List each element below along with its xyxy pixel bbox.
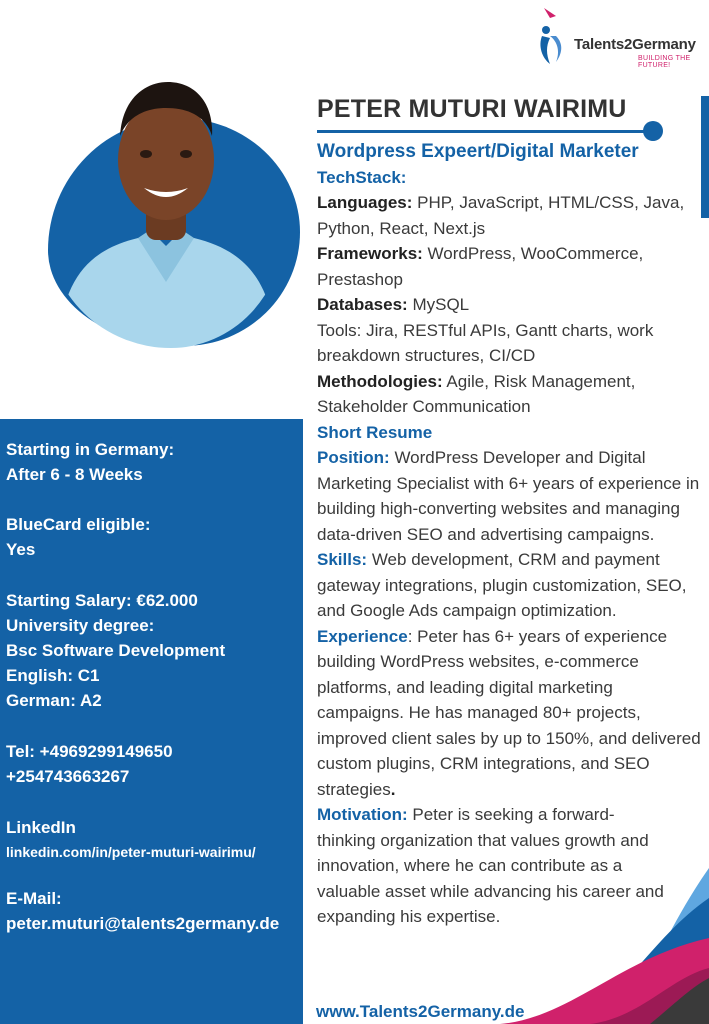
- languages-line: [317, 190, 701, 241]
- databases-label: Databases:: [317, 295, 408, 314]
- qualifications-block: [6, 588, 225, 713]
- decorative-waves: [500, 868, 709, 1024]
- experience-paragraph: [317, 624, 701, 803]
- linkedin-link[interactable]: linkedin.com/in/peter-muturi-wairimu/: [6, 844, 256, 860]
- role-title: Wordpress Expeert/Digital Marketer: [317, 141, 639, 162]
- resume-heading: Short Resume: [317, 422, 433, 442]
- position-value: WordPress Developer and Digital Marketing Specialist with 6+ years of experience in building high-converting websites and managing data-driven SEO and advertising campaigns.: [317, 448, 700, 544]
- databases-line: [317, 292, 701, 318]
- email-label: E-Mail:: [6, 889, 62, 908]
- person-name: PETER MUTURI WAIRIMU: [317, 95, 627, 123]
- logo-figure-icon: [536, 6, 572, 66]
- experience-end: .: [390, 779, 396, 799]
- motivation-value: Peter is seeking a forward-thinking organization that values growth and innovation, where he can contribute as a valuable asset while advancing his career and expanding his expertise.: [317, 805, 664, 926]
- sidebar-panel: [0, 419, 303, 1024]
- german-level: German: A2: [6, 691, 102, 710]
- methodologies-label: Methodologies:: [317, 371, 443, 391]
- bluecard-label: BlueCard eligible:: [6, 515, 151, 534]
- start-label: Starting in Germany:: [6, 440, 175, 459]
- bluecard-block: [6, 512, 151, 562]
- salary-line: Starting Salary: €62.000: [6, 591, 198, 610]
- underline-dot: [643, 121, 663, 141]
- bluecard-value: Yes: [6, 540, 36, 559]
- databases-value: MySQL: [407, 295, 470, 314]
- frameworks-value: WordPress, WooCommerce, Prestashop: [317, 244, 644, 289]
- frameworks-label: Frameworks:: [317, 244, 423, 263]
- skills-value: Web development, CRM and payment gateway integrations, plugin customization, SEO, and Google Ads campaign optimization.: [317, 550, 687, 620]
- skills-paragraph: [317, 547, 701, 624]
- email-link[interactable]: peter.muturi@talents2germany.de: [6, 914, 280, 933]
- website-link[interactable]: www.Talents2Germany.de: [316, 1002, 525, 1021]
- experience-value: : Peter has 6+ years of experience building WordPress websites, e-commerce platforms, and leading digital marketing campaigns. He has managed 80+ projects, improved client sales by up to 150%, and delivered custom plugins, CRM integrations, and SEO strategies: [317, 626, 701, 799]
- motivation-label: Motivation:: [317, 805, 408, 824]
- right-accent-bar: [701, 96, 709, 218]
- frameworks-line: [317, 241, 701, 292]
- position-label: Position:: [317, 448, 390, 467]
- linkedin-label: LinkedIn: [6, 818, 76, 837]
- languages-value: PHP, JavaScript, HTML/CSS, Java, Python, React, Next.js: [317, 193, 685, 238]
- email-block: [6, 886, 298, 936]
- tools-line: Tools: Jira, RESTful APIs, Gantt charts, work breakdown structures, CI/CD: [317, 320, 654, 365]
- techstack-heading: TechStack:: [317, 167, 407, 187]
- person-avatar-icon: [48, 50, 284, 348]
- degree-value: Bsc Software Development: [6, 641, 226, 660]
- phone-secondary[interactable]: +254743663267: [6, 767, 130, 786]
- logo-name: Talents2Germany: [574, 36, 696, 53]
- techstack-section: [317, 139, 701, 930]
- position-paragraph: [317, 445, 701, 547]
- company-logo: [536, 6, 706, 69]
- start-value: After 6 - 8 Weeks: [6, 465, 143, 484]
- skills-label: Skills:: [317, 550, 368, 569]
- start-block: [6, 437, 174, 487]
- languages-label: Languages:: [317, 193, 413, 212]
- profile-photo: [48, 50, 284, 348]
- english-level: English: C1: [6, 666, 100, 685]
- logo-tagline: BUILDING THE FUTURE!: [638, 55, 691, 69]
- methodologies-value: Agile, Risk Management, Stakeholder Communication: [317, 371, 636, 416]
- experience-label: Experience: [317, 626, 408, 646]
- linkedin-block: [6, 815, 256, 865]
- methodologies-line: [317, 369, 701, 420]
- phone-primary[interactable]: Tel: +4969299149650: [6, 742, 173, 761]
- degree-label: University degree:: [6, 616, 155, 635]
- phone-block: [6, 739, 173, 789]
- name-underline: [317, 130, 653, 133]
